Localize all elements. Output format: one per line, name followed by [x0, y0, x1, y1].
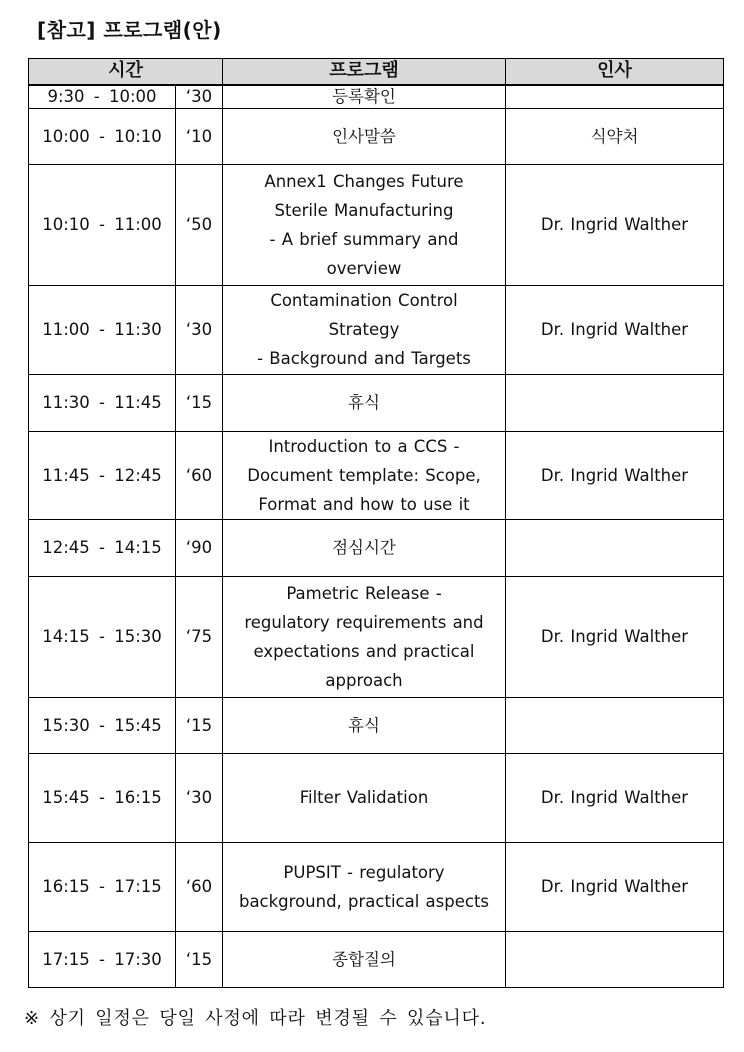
- table-row: [29, 519, 724, 576]
- cell-speaker: [506, 374, 724, 431]
- cell-program: 점심시간: [223, 519, 506, 576]
- table-row: [29, 374, 724, 431]
- cell-program: Pametric Release - regulatory requirements and expectations and practical approach: [223, 576, 506, 697]
- cell-time: 10:00 - 10:10: [29, 108, 176, 164]
- table-row: [29, 576, 724, 697]
- cell-program: PUPSIT - regulatory background, practical aspects: [223, 842, 506, 931]
- cell-time: 15:45 - 16:15: [29, 753, 176, 842]
- header-time: 시간: [29, 59, 223, 85]
- table-row: [29, 697, 724, 753]
- cell-time: 17:15 - 17:30: [29, 931, 176, 987]
- cell-minutes: ‘75: [176, 576, 223, 697]
- cell-speaker: [506, 519, 724, 576]
- table-row: [29, 108, 724, 164]
- table-row: [29, 753, 724, 842]
- cell-speaker: [506, 931, 724, 987]
- cell-program: Filter Validation: [223, 753, 506, 842]
- cell-speaker: Dr. Ingrid Walther: [506, 576, 724, 697]
- cell-minutes: ‘90: [176, 519, 223, 576]
- cell-time: 15:30 - 15:45: [29, 697, 176, 753]
- cell-speaker: Dr. Ingrid Walther: [506, 753, 724, 842]
- cell-minutes: ‘60: [176, 842, 223, 931]
- cell-program: Introduction to a CCS - Document template: Scope, Format and how to use it: [223, 431, 506, 519]
- cell-time: 11:45 - 12:45: [29, 431, 176, 519]
- header-program: 프로그램: [223, 59, 506, 85]
- cell-minutes: ‘60: [176, 431, 223, 519]
- cell-time: 12:45 - 14:15: [29, 519, 176, 576]
- cell-program: Contamination Control Strategy - Background and Targets: [223, 285, 506, 374]
- cell-program: 인사말씀: [223, 108, 506, 164]
- cell-minutes: ‘30: [176, 285, 223, 374]
- table-row: [29, 164, 724, 285]
- table-row: [29, 85, 724, 109]
- table-header-row: [29, 59, 724, 85]
- cell-speaker: [506, 697, 724, 753]
- cell-minutes: ‘15: [176, 374, 223, 431]
- table-row: [29, 931, 724, 987]
- cell-speaker: Dr. Ingrid Walther: [506, 431, 724, 519]
- cell-program: 휴식: [223, 374, 506, 431]
- cell-minutes: ‘30: [176, 753, 223, 842]
- cell-speaker: [506, 85, 724, 109]
- cell-program: 종합질의: [223, 931, 506, 987]
- cell-speaker: Dr. Ingrid Walther: [506, 285, 724, 374]
- cell-minutes: ‘30: [176, 85, 223, 109]
- cell-time: 14:15 - 15:30: [29, 576, 176, 697]
- header-speaker: 인사: [506, 59, 724, 85]
- cell-time: 11:30 - 11:45: [29, 374, 176, 431]
- cell-speaker: 식약처: [506, 108, 724, 164]
- table-row: [29, 431, 724, 519]
- cell-time: 10:10 - 11:00: [29, 164, 176, 285]
- cell-minutes: ‘15: [176, 697, 223, 753]
- cell-program: 휴식: [223, 697, 506, 753]
- table-row: [29, 842, 724, 931]
- cell-time: 9:30 - 10:00: [29, 85, 176, 109]
- cell-minutes: ‘10: [176, 108, 223, 164]
- cell-time: 11:00 - 11:30: [29, 285, 176, 374]
- cell-minutes: ‘15: [176, 931, 223, 987]
- document-heading: [참고] 프로그램(안): [37, 18, 222, 42]
- cell-time: 16:15 - 17:15: [29, 842, 176, 931]
- footnote: ※ 상기 일정은 당일 사정에 따라 변경될 수 있습니다.: [24, 1008, 487, 1029]
- cell-minutes: ‘50: [176, 164, 223, 285]
- cell-speaker: Dr. Ingrid Walther: [506, 164, 724, 285]
- program-table: [28, 58, 724, 988]
- cell-program: Annex1 Changes Future Sterile Manufacturing - A brief summary and overview: [223, 164, 506, 285]
- cell-program: 등록확인: [223, 85, 506, 109]
- cell-speaker: Dr. Ingrid Walther: [506, 842, 724, 931]
- table-row: [29, 285, 724, 374]
